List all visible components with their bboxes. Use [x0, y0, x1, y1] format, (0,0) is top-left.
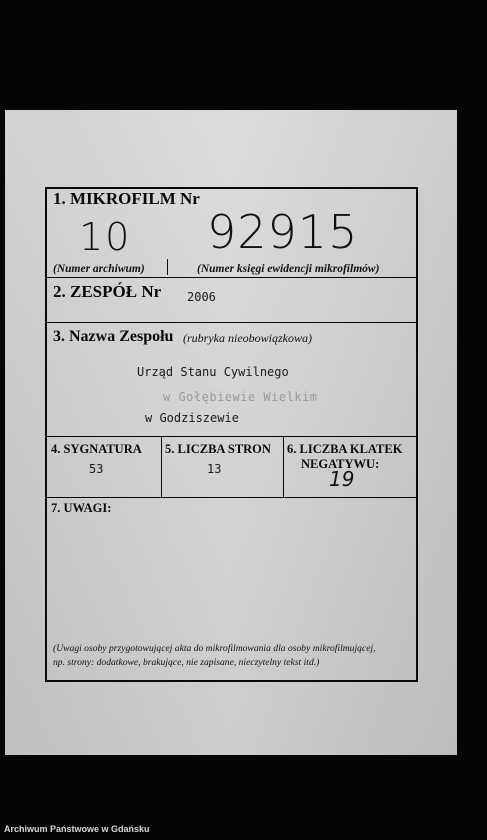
section3-note: (rubryka nieobowiązkowa) [183, 331, 312, 345]
divider-1 [47, 277, 416, 278]
divider-4 [47, 497, 416, 498]
page-count-value: 13 [207, 462, 222, 476]
section7-title: 7. UWAGI: [51, 501, 112, 515]
fonds-name-line3: w Godziszewie [145, 411, 239, 425]
col-divider-2 [283, 436, 284, 497]
divider-3 [47, 436, 416, 437]
caption-divider [167, 259, 168, 275]
fonds-name-line1: Urząd Stanu Cywilnego [137, 365, 289, 379]
archive-footer-label: Archiwum Państwowe w Gdańsku [4, 824, 150, 834]
remarks-note-line2: np. strony: dodatkowe, brakujące, nie zapisane, nieczytelny tekst itd.) [53, 657, 320, 668]
archive-number-caption: (Numer archiwum) [53, 263, 145, 275]
section4-title: 4. SYGNATURA [51, 442, 142, 456]
fonds-number-value: 2006 [187, 290, 216, 304]
col-divider-1 [161, 436, 162, 497]
section5-title: 5. LICZBA STRON [165, 442, 271, 456]
section6-title-line1: 6. LICZBA KLATEK [287, 442, 403, 456]
fonds-name-line2: w Gołębiewie Wielkim [163, 390, 318, 404]
section2-title: 2. ZESPÓŁ Nr [53, 282, 162, 301]
divider-2 [47, 322, 416, 323]
section3-title: 3. Nazwa Zespołu [53, 328, 174, 345]
microfilm-form [45, 187, 418, 682]
section6-title-line2: NEGATYWU: [301, 457, 380, 471]
signature-value: 53 [89, 462, 104, 476]
remarks-note-line1: (Uwagi osoby przygotowującej akta do mikrofilmowania dla osoby mikrofilmującej, [53, 643, 376, 654]
archive-number-value: 10 [79, 215, 132, 259]
microfilm-card [5, 110, 457, 755]
register-number-value: 92915 [207, 205, 359, 259]
frame-count-value: 19 [329, 467, 355, 491]
register-number-caption: (Numer księgi ewidencji mikrofilmów) [197, 263, 380, 275]
section1-title: 1. MIKROFILM Nr [53, 189, 200, 208]
